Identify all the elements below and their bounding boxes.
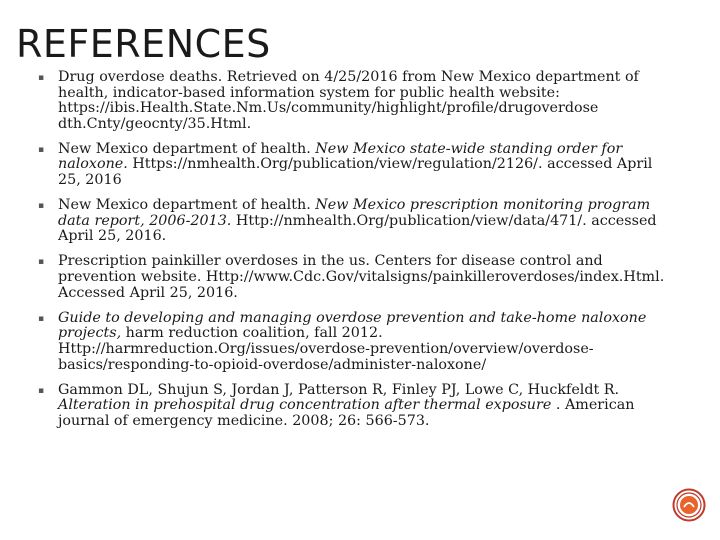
bullet-icon: ▪ <box>38 73 45 83</box>
reference-item <box>38 70 668 132</box>
reference-item <box>38 311 668 373</box>
reference-text: Http://nmhealth.Org/publication/view/data/471/. accessed April 25, 2016. <box>58 212 657 245</box>
reference-text: . American journal of emergency medicine. 2008; 26: 566-573. <box>58 397 635 429</box>
bullet-icon: ▪ <box>38 144 45 155</box>
reference-item <box>38 254 668 301</box>
bullet-icon: ▪ <box>38 313 45 324</box>
reference-italic-text: Guide to developing and managing overdose prevention and take-home naloxone projects, <box>58 309 647 342</box>
reference-text: New Mexico department of health. <box>58 197 316 214</box>
reference-text: Https://nmhealth.Org/publication/view/regulation/2126/. accessed April 25, 2016 <box>58 156 653 189</box>
reference-text: Prescription painkiller overdoses in the us. Centers for disease control and prevention website. Http://www.Cdc.Gov/vitalsigns/painkilleroverdoses/index.Html. Accessed April 25, 2016. <box>58 253 665 301</box>
reference-italic-text: New Mexico prescription monitoring program data report, 2006-2013. <box>58 197 651 229</box>
reference-italic-text: Alteration in prehospital drug concentration after thermal exposure <box>58 397 552 414</box>
bullet-icon: ▪ <box>38 385 45 396</box>
presentation-logo-icon <box>672 488 706 522</box>
bullet-icon: ▪ <box>38 257 45 268</box>
reference-text: Drug overdose deaths. Retrieved on 4/25/2016 from New Mexico department of health, indicator-based information system for public health website: https://ibis.Health.State.Nm.Us/community/highlight/profile/drugoverdose dth.Cnty/geocnty/35.Html. <box>58 69 639 132</box>
reference-item <box>38 198 668 245</box>
bullet-icon: ▪ <box>38 201 45 212</box>
slide-title: REFERENCES <box>16 22 271 66</box>
reference-list <box>38 70 668 439</box>
reference-italic-text: New Mexico state-wide standing order for naloxone. <box>58 140 623 173</box>
reference-text: New Mexico department of health. <box>58 140 316 157</box>
reference-item <box>38 142 668 189</box>
reference-item <box>38 383 668 430</box>
reference-text: harm reduction coalition, fall 2012. Http://harmreduction.Org/issues/overdose-prevention/overview/overdose-basics/responding-to-opioid-overdose/administer-naloxone/ <box>58 325 594 373</box>
reference-text: Gammon DL, Shujun S, Jordan J, Patterson R, Finley PJ, Lowe C, Huckfeldt R. <box>58 381 620 398</box>
